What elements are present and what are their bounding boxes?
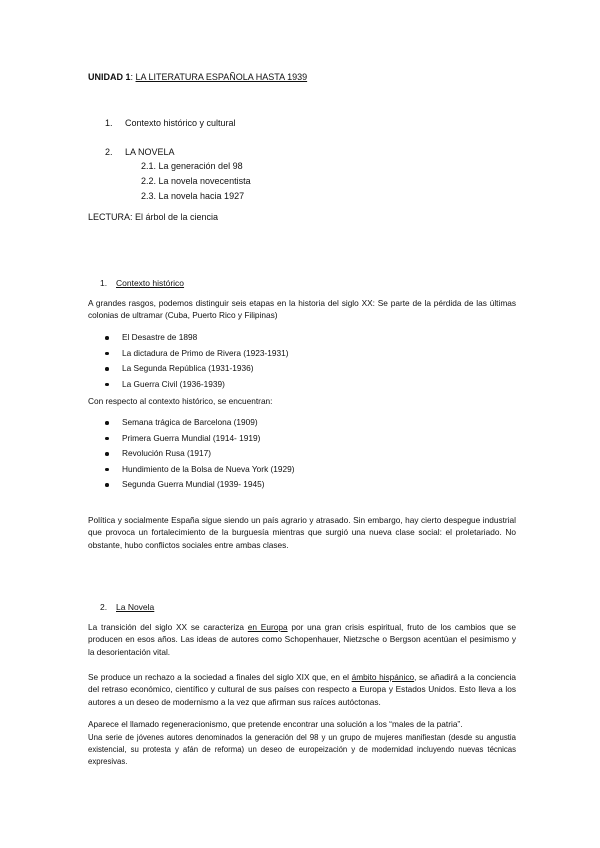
section-1-closing: Política y socialmente España sigue siendo un país agrario y atrasado. Sin embargo, hay cierto despegue industrial que provoca un fortalecimiento de la burguesía mientras que surgió una nueva clase social: el proletariado. No obstante, hubo conflictos sociales entre ambas clases. xyxy=(88,515,516,550)
text-run: , se añadirá a la conciencia del retraso económico, científico y cultural de sus países con respecto a Europa y Estados Unidos. Esto lleva a los autores a un deseo de modernismo a la vez que afirman sus raíces autóctonas. xyxy=(88,672,516,707)
index-item-2 xyxy=(105,146,175,160)
section-1-title: Contexto histórico xyxy=(116,278,185,288)
list-item: La Segunda República (1931-1936) xyxy=(88,362,289,378)
section-2-title: La Novela xyxy=(116,602,155,612)
section-2-paragraph-4: Una serie de jóvenes autores denominados la generación del 98 y un grupo de mujeres manifiestan (desde su angustia existencial, su protesta y afán de reforma) un deseo de europeización y de modernidad incluyendo nuevas técnicas expresivas. xyxy=(88,733,516,767)
list-item: El Desastre de 1898 xyxy=(88,331,289,347)
index-item-1 xyxy=(105,117,236,131)
index-item-1-label: Contexto histórico y cultural xyxy=(125,118,236,128)
text-run: Se produce un rechazo a la sociedad a finales del siglo XIX que, en el xyxy=(88,672,352,682)
text-run: La transición del siglo XX se caracteriza xyxy=(88,622,248,632)
period-list xyxy=(88,331,289,393)
list-item: Segunda Guerra Mundial (1939- 1945) xyxy=(88,478,295,494)
section-1-heading xyxy=(100,277,184,290)
section-2-paragraph-2 xyxy=(88,671,516,708)
section-1-intro: A grandes rasgos, podemos distinguir seis etapas en la historia del siglo XX: Se parte de la pérdida de las últimas colonias de ultramar (Cuba, Puerto Rico y Filipinas) xyxy=(88,298,516,321)
index-subitem: 2.3. La novela hacia 1927 xyxy=(141,191,245,201)
unit-title xyxy=(88,71,307,85)
list-item: Revolución Rusa (1917) xyxy=(88,447,295,463)
section-2-paragraph-3: Aparece el llamado regeneracionismo, que pretende encontrar una solución a los “males de la patria”. xyxy=(88,719,463,729)
events-list xyxy=(88,416,295,494)
index-item-2-number: 2. xyxy=(105,147,113,157)
section-1-number: 1. xyxy=(100,278,108,288)
index-item-2-label: LA NOVELA xyxy=(125,147,175,157)
reading-line: LECTURA: El árbol de la ciencia xyxy=(88,212,219,222)
section-2-paragraph-1 xyxy=(88,621,516,658)
index-subitem: 2.2. La novela novecentista xyxy=(141,176,251,186)
list-item: Primera Guerra Mundial (1914- 1919) xyxy=(88,432,295,448)
unit-title-text: LA LITERATURA ESPAÑOLA HASTA 1939 xyxy=(135,72,308,82)
list-item: La dictadura de Primo de Rivera (1923-1931) xyxy=(88,347,289,363)
text-run: por una gran crisis espiritual, fruto de los cambios que se producen en esos años. Las ideas de autores como Schopenhauer, Nietzsche o Bergson acentúan el pesimismo y la desorientación vital. xyxy=(88,622,517,657)
underlined-phrase: en Europa xyxy=(247,622,288,632)
list-item: La Guerra Civil (1936-1939) xyxy=(88,378,289,394)
list-item: Hundimiento de la Bolsa de Nueva York (1929) xyxy=(88,463,295,479)
section-2-number: 2. xyxy=(100,602,108,612)
list-item: Semana trágica de Barcelona (1909) xyxy=(88,416,295,432)
index-subitem: 2.1. La generación del 98 xyxy=(141,161,243,171)
index-item-1-number: 1. xyxy=(105,118,113,128)
context-lead: Con respecto al contexto histórico, se encuentran: xyxy=(88,396,273,406)
underlined-phrase: ámbito hispánico xyxy=(351,672,415,682)
unit-number: UNIDAD 1 xyxy=(88,72,131,82)
title-colon: : xyxy=(130,72,136,82)
section-2-heading xyxy=(100,601,154,614)
